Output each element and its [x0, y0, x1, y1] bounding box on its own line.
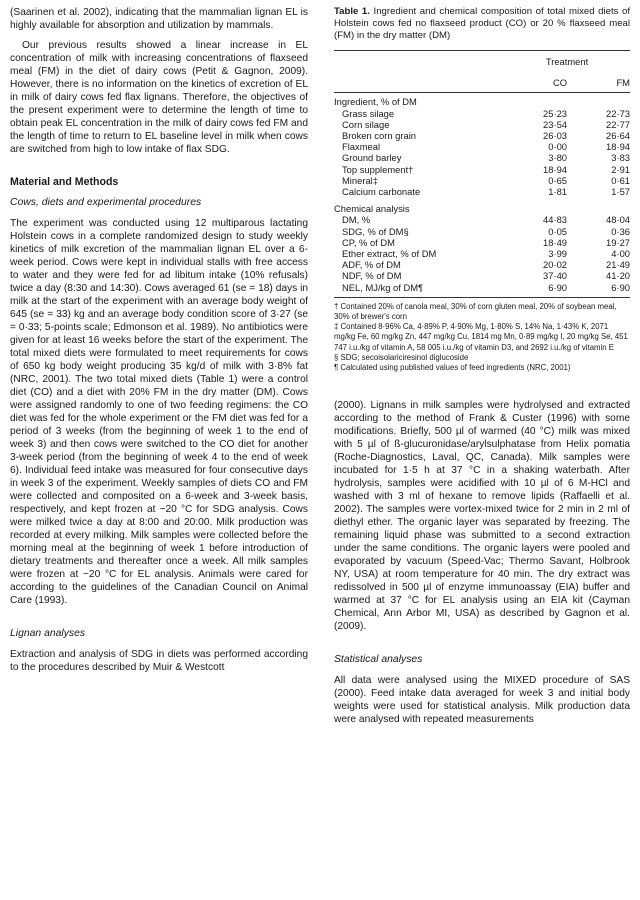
row-label: CP, % of DM [342, 236, 395, 248]
cell-fm: 22·77 [606, 118, 630, 130]
row-label: Grass silage [342, 107, 395, 119]
left-column [10, 0, 308, 674]
right-column [334, 0, 630, 726]
cell-fm: 26·64 [606, 130, 630, 142]
cell-co: 25·23 [543, 107, 567, 119]
heading-cows-diets: Cows, diets and experimental procedures [10, 197, 202, 208]
table-row [334, 237, 630, 248]
table-row [334, 164, 630, 175]
row-label: Broken corn grain [342, 130, 416, 142]
row-label: Ether extract, % of DM [342, 248, 437, 260]
table-row [334, 141, 630, 152]
table-row [334, 130, 630, 141]
table-caption-label: Table 1. [334, 6, 370, 17]
table-caption-text: Ingredient and chemical composition of total mixed diets of Holstein cows fed no flaxseed product (CO) or 20 % flaxseed meal (FM) in the dry matter (DM) [334, 6, 630, 41]
cell-co: 37·40 [543, 270, 567, 282]
table-row [334, 214, 630, 225]
cell-fm: 0·61 [611, 174, 630, 186]
paragraph-hydrolysis: (2000). Lignans in milk samples were hydrolysed and extracted according to the method of Frank & Custer (1996) with some modifications. Briefly, 500 µl of warmed (40 °C) milk was mixed with 5 µl of ß-glucuronidase/arylsulphatase from Helix pomatia (Roche-Diagnostics, Laval, QC, Canada). Milk samples were incubated for 1·5 h at 37 °C in a shaking waterbath. After hydrolysis, samples were acidified with 10 µl of 6 M-HCl and washed with 3 ml of hexane to remove lipids (Raffaelli et al. 2002). The samples were vortex-mixed twice for 2 min in 2 ml of diethyl ether. The organic layer was separated by freezing. The remaining liquid phase was submitted to a second extraction under the same conditions. The organic layers were pooled and evaporated by vacuum (Speed-Vac; Thermo Savant, Holbrook NY, USA) at room temperature for 40 min. The dry extract was redissolved in 500 µl of enzyme immunoassay (EIA) buffer and warmed at 37 °C for EL analysis using an EIA kit (Cayman Chemical, Ann Arbor MI, USA) as described by Gagnon et al. (2009). [334, 400, 630, 633]
row-label: Corn silage [342, 118, 390, 130]
cell-fm: 3·83 [611, 152, 630, 164]
row-label: NDF, % of DM [342, 270, 402, 282]
row-label: Flaxmeal [342, 141, 381, 153]
section-ingredient: Ingredient, % of DM [334, 96, 417, 108]
row-label: SDG, % of DM§ [342, 225, 409, 237]
cell-co: 3·99 [548, 248, 567, 260]
cell-co: 18·94 [543, 163, 567, 175]
cell-co: 0·00 [548, 141, 567, 153]
cell-fm: 6·90 [611, 281, 630, 293]
column-header-fm: FM [616, 77, 630, 89]
row-label: Ground barley [342, 152, 402, 164]
cell-fm: 19·27 [606, 236, 630, 248]
cell-fm: 4·00 [611, 248, 630, 260]
treatment-header: Treatment [545, 56, 589, 67]
cell-fm: 21·49 [606, 259, 630, 271]
paragraph-intro-tail: (Saarinen et al. 2002), indicating that the mammalian lignan EL is highly available for absorption and utilization by mammals. [10, 7, 308, 31]
table-1 [334, 6, 630, 373]
table-row [334, 270, 630, 281]
table-body [334, 50, 630, 293]
row-label: NEL, MJ/kg of DM¶ [342, 281, 424, 293]
cell-co: 0·05 [548, 225, 567, 237]
row-label: Calcium carbonate [342, 186, 421, 198]
table-row [334, 282, 630, 293]
cell-fm: 0·36 [611, 225, 630, 237]
footnote-top-supplement: † Contained 20% of canola meal, 30% of corn gluten meal, 20% of soybean meal, 30% of brewer's corn [334, 301, 617, 322]
cell-fm: 41·20 [606, 270, 630, 282]
heading-material-methods: Material and Methods [10, 176, 119, 188]
table-caption [334, 6, 630, 42]
footnote-mineral: ‡ Contained 8·96% Ca, 4·89% P, 4·90% Mg, 1·80% S, 14% Na, 1·43% K, 2071 mg/kg Fe, 60 mg/kg Zn, 447 mg/kg Cu, 1814 mg Mn, 0·89 mg/kg I, 20 mg/kg Se, 451 747 i.u./kg of vitamin A, 58 005 i.u./kg of vitamin D3, and 2692 i.u./kg of vitamin E [334, 322, 628, 352]
cell-co: 20·02 [543, 259, 567, 271]
paragraph-experiment: The experiment was conducted using 12 multiparous lactating Holstein cows in a complete randomized design to study weekly kinetics of milk excretion of the mammalian lignan EL over a 6-week period. Cows were kept in individual stalls with free access to water and they were fed for ad libitum intake (10% refusals) twice a day (8:30 and 14:30). Cows averaged 61 (se = 18) days in milk at the start of the experiment with an average body weight of 645 (se = 33) kg and an average body condition score of 3·27 (se = 0·33; 5-points scale; Edmonson et al. 1989). No antibiotics were given for at least 16 weeks before the start of the experiment. The total mixed diets were formulated to meet requirements for cows of 650 kg body weight producing 35 kg/d of milk with 3·8% fat (NRC, 2001). The two total mixed diets (Table 1) were a control diet (CO) and a diet with 20% FM in the dry matter (DM). Cows were assigned randomly to one of two feeding regimens: the CO diet was fed for the whole experiment or the FM diet was fed for a period of 3 weeks (from the beginning of week 1 to the end of week 3) and then cows were switched to the CO diet for another 3-week period (from the beginning of week 4 to the end of week 6). Individual feed intake was measured for four consecutive days in week 3 of the experiment. Weekly samples of diets CO and FM were collected and composited on a 6-week and 3-week basis, respectively, and kept frozen at −20 °C for SDG analysis. Cows were milked twice a day at 8:00 and 20:00. Milk production was recorded at every milking. Milk samples were collected before the morning meal at the beginning of week 1 before introduction of dietary treatments and thereafter once a week. All milk samples were frozen at −20 °C for EL analysis. Animals were cared for according to the guidelines of the Canadian Council on Animal Care (1993). [10, 218, 308, 606]
table-row [334, 108, 630, 119]
table-row [334, 186, 630, 197]
footnote-nel: ¶ Calculated using published values of feed ingredients (NRC, 2001) [334, 363, 571, 373]
cell-co: 6·90 [548, 281, 567, 293]
paragraph-previous-results: Our previous results showed a linear increase in EL concentration of milk with increasing concentrations of flaxseed meal (FM) in the diet of dairy cows (Petit & Gagnon, 2009). However, there is no information on the kinetics of excretion of EL in milk of dairy cows fed flax lignans. Therefore, the objectives of the present experiment were to determine the length of time to obtain peak EL concentration in the milk of dairy cows fed FM and the length of time to return to EL baseline level in milk when cows are switched from high to low intake of flax SDG. [10, 40, 308, 155]
table-footnotes [334, 302, 630, 373]
row-label: ADF, % of DM [342, 259, 401, 271]
cell-fm: 18·94 [606, 141, 630, 153]
row-label: DM, % [342, 214, 371, 226]
cell-co: 23·54 [543, 118, 567, 130]
cell-co: 1·81 [548, 186, 567, 198]
cell-co: 26·03 [543, 130, 567, 142]
table-row [334, 152, 630, 163]
heading-lignan-analyses: Lignan analyses [10, 628, 86, 639]
footnote-sdg: § SDG; secoisolariciresinol diglucoside [334, 352, 469, 362]
cell-fm: 48·04 [606, 214, 630, 226]
table-row [334, 259, 630, 270]
column-header-co: CO [552, 77, 567, 89]
table-row [334, 248, 630, 259]
paragraph-lignan-extraction: Extraction and analysis of SDG in diets was performed according to the procedures described by Muir & Westcott [10, 649, 308, 673]
cell-co: 44·83 [543, 214, 567, 226]
cell-co: 0·65 [548, 174, 567, 186]
cell-fm: 1·57 [611, 186, 630, 198]
heading-statistical-analyses: Statistical analyses [334, 654, 423, 666]
row-label: Top supplement† [342, 163, 414, 175]
table-row [334, 119, 630, 130]
table-row [334, 226, 630, 237]
table-bottom-rule [334, 297, 630, 298]
cell-co: 3·80 [548, 152, 567, 164]
section-chemical: Chemical analysis [334, 203, 410, 215]
cell-fm: 2·91 [611, 163, 630, 175]
table-row [334, 175, 630, 186]
row-label: Mineral‡ [342, 174, 378, 186]
paragraph-statistics: All data were analysed using the MIXED procedure of SAS (2000). Feed intake data averaged for week 3 and initial body weights were used for statistical analysis. Milk production data were analysed with repeated measurements [334, 675, 630, 726]
cell-fm: 22·73 [606, 107, 630, 119]
cell-co: 18·49 [543, 236, 567, 248]
